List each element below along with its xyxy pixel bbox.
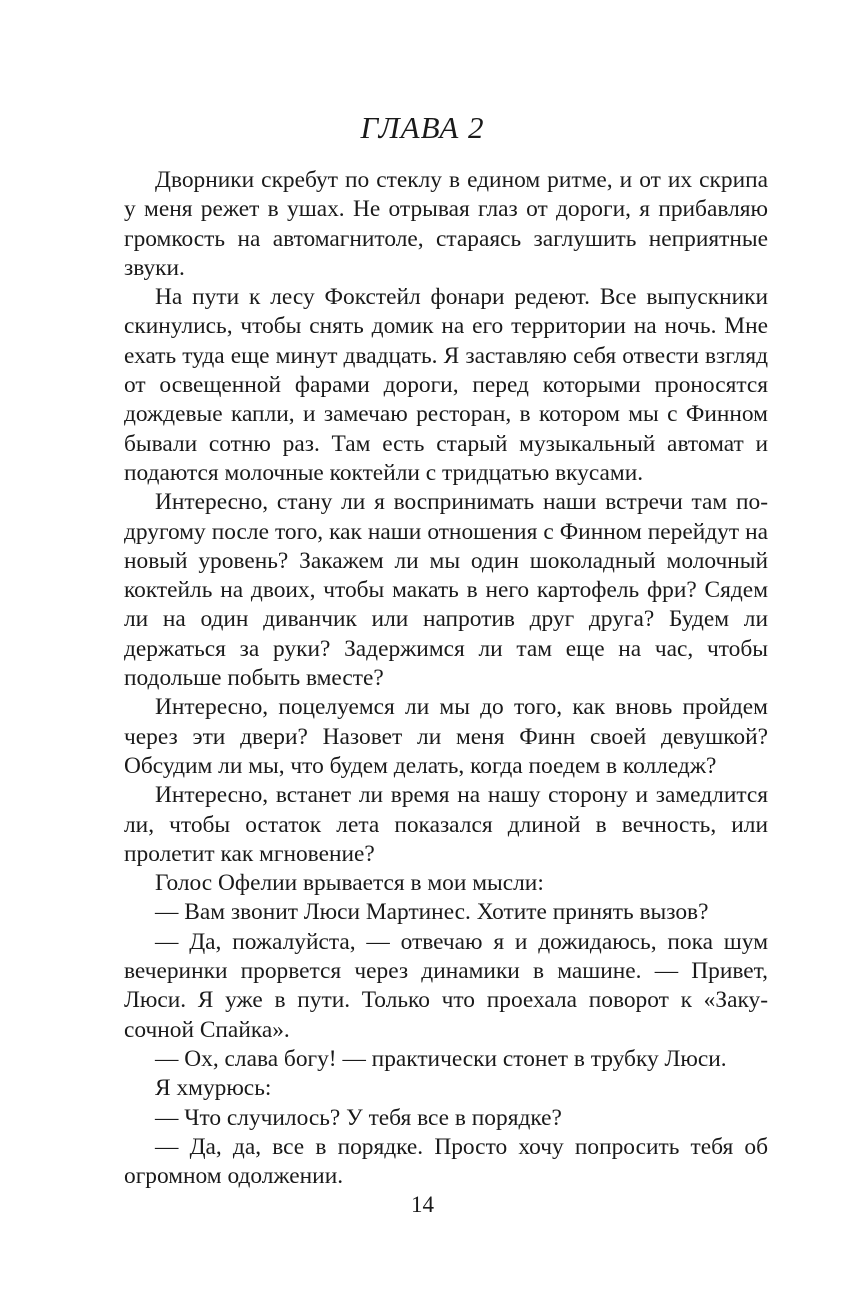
dialogue-line: — Ох, слава богу! — практически стонет в трубку Люси. [155,1045,727,1072]
paragraph: Голос Офелии врывается в мои мысли: [155,870,544,897]
paragraph: Интересно, поцелуемся ли мы до того, как вновь пройдем через эти двери? Назовет ли меня Финн своей девушкой? Обсудим ли мы, что будем делать, когда поедем в колледж? [124,694,768,779]
paragraph: Дворники скребут по стеклу в едином ритме, и от их скрипа у меня режет в ушах. Не отрывая глаз от дороги, я прибавляю громкость на автомагнитоле, стараясь заглушить неприятные звуки. [124,167,768,281]
paragraph: На пути к лесу Фокстейл фонари редеют. Все выпускники скинулись, чтобы снять домик на его территории на ночь. Мне ехать туда еще минут двадцать. Я заставляю себя отвести взгляд от освещенной фарами дороги, перед которыми проносятся дождевые капли, и замечаю ресторан, в котором мы с Финном бывали сотню раз. Там есть старый музыкальный автомат и подаются молочные коктейли с тридцатью вкусами. [124,284,768,486]
paragraph: Интересно, встанет ли время на нашу сторону и замедлится ли, чтобы остаток лета показался длиной в вечность, или пролетит как мгновение? [124,782,768,867]
paragraph: Я хмурюсь: [155,1075,272,1102]
dialogue-line: — Да, пожалуйста, — отвечаю я и дожидаюсь, пока шум вечеринки прорвется через динамики в машине. — Привет, Люси. Я уже в пути. Только что проехала поворот к «Закусочной Спайка». [124,928,768,1043]
text-body [124,166,768,1191]
dialogue-line: — Да, да, все в порядке. Просто хочу попросить тебя об огромном одолжении. [124,1133,768,1190]
paragraph: Интересно, стану ли я воспринимать наши встречи там по-другому после того, как наши отношения с Финном перейдут на новый уровень? Закажем ли мы один шоколадный молочный коктейль на двоих, чтобы макать в него картофель фри? Сядем ли на один диванчик или напротив друг друга? Будем ли держаться за руки? Задержимся ли там еще на час, чтобы подольше побыть вместе? [124,489,768,692]
chapter-title: ГЛАВА 2 [360,110,485,145]
dialogue-line: — Что случилось? У тебя все в порядке? [155,1104,562,1131]
dialogue-line: — Вам звонит Люси Мартинес. Хотите принять вызов? [155,899,709,926]
page-number: 14 [411,1192,434,1217]
